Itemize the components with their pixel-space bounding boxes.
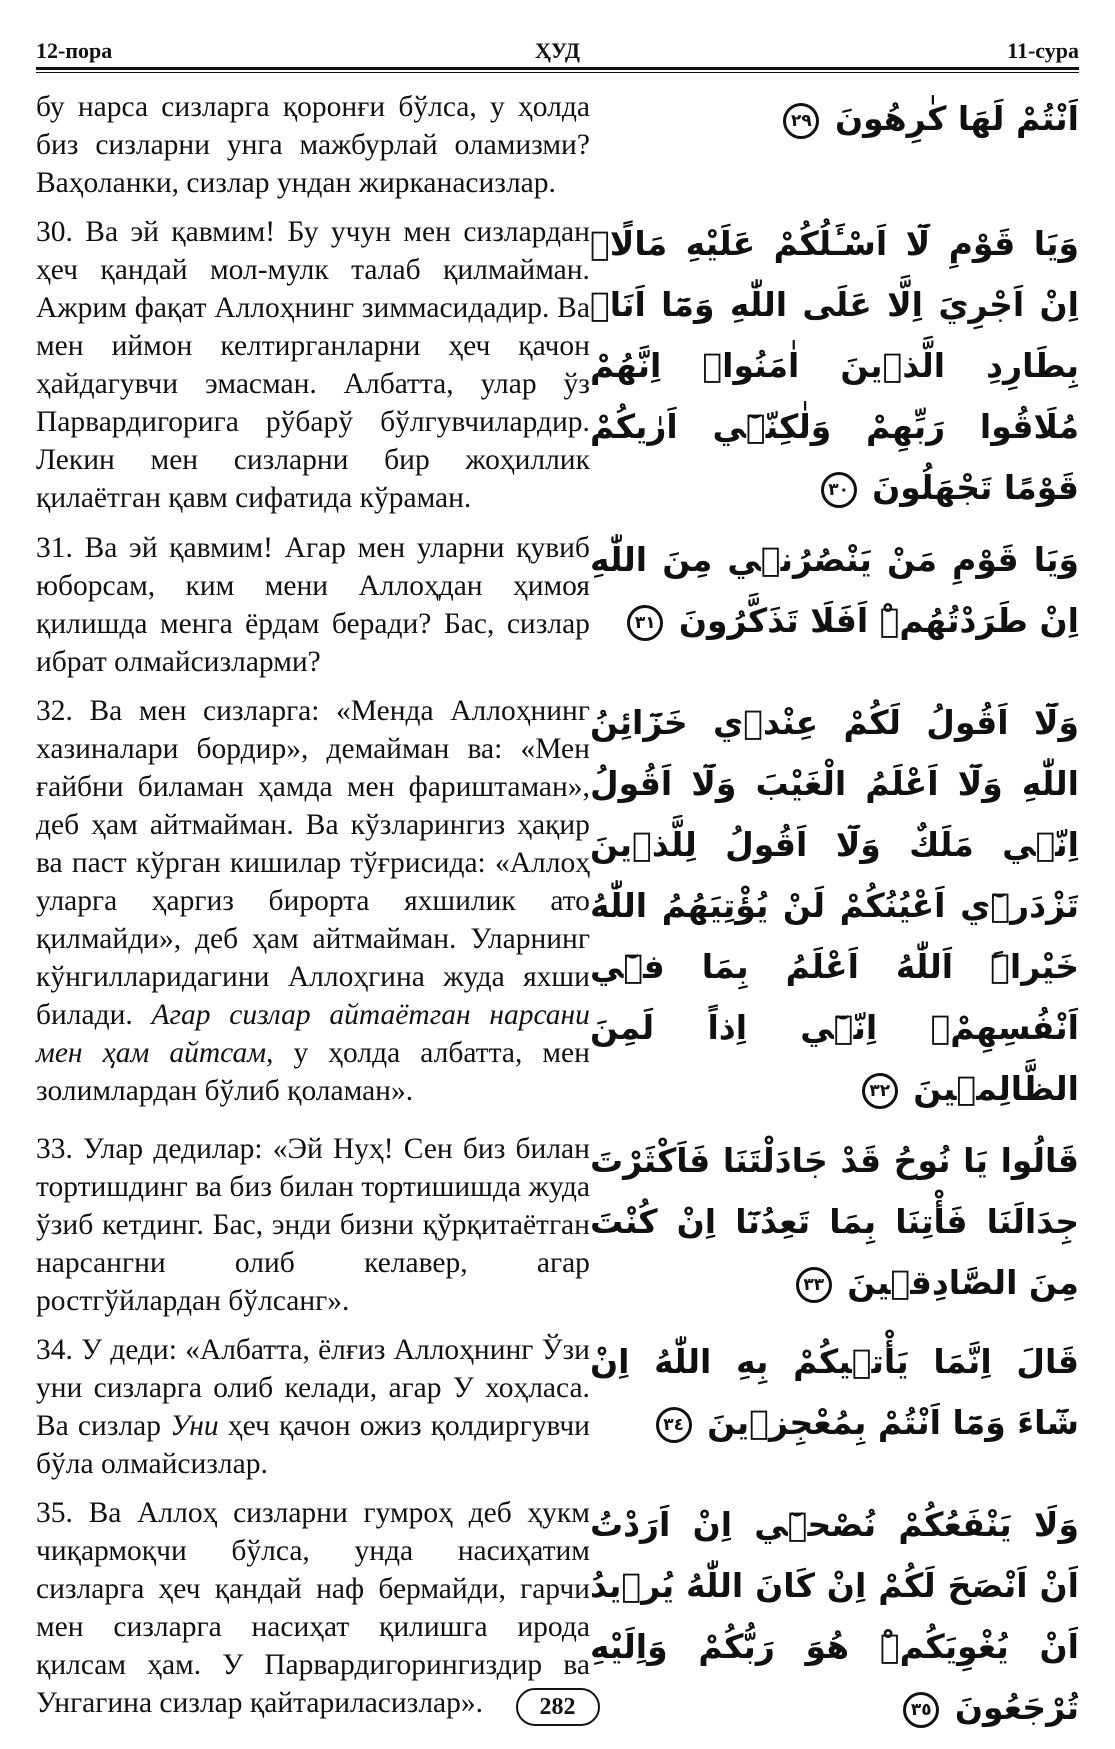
translation-text: 33. Улар дедилар: «Эй Нуҳ! Сен биз билан тортишдинг ва биз билан тортишишда жуда ўзиб кетдинг. Бас, энди бизни қўрқитаётган нарсангни олиб келавер, агар ростгўйлардан бўлсанг». bbox=[36, 1133, 590, 1317]
translation-text: 31. Ва эй қавмим! Агар мен уларни қувиб юборсам, ким мени Аллоҳдан ҳимоя қилишда менга ёрдам беради? Бас, сизлар ибрат олмайсизларми? bbox=[36, 532, 590, 678]
translation-italic: Агар сизлар айтаётган нарсани мен ҳам айтсам, bbox=[36, 999, 590, 1069]
arabic-text bbox=[590, 692, 1079, 1119]
verse-number-marker: ٣٥ bbox=[903, 1692, 939, 1728]
translation-text: бу нарса сизларга қоронғи бўлса, у ҳолда биз сизларни унга мажбурлай оламизми? Ваҳоланки, сизлар ундан жирканасизлар. bbox=[36, 91, 590, 199]
verse-block-34 bbox=[36, 1331, 1079, 1483]
arabic-verse: وَلَٓا اَقُولُ لَكُمْ عِنْد۪ي خَزَٓائِنُ اللّٰهِ وَلَٓا اَعْلَمُ الْغَيْبَ وَلَٓا اَقُولُ اِنّ۪ي مَلَكٌ وَلَٓا اَقُولُ لِلَّذ۪ينَ تَزْدَر۪ٓي اَعْيُنُكُمْ لَنْ يُؤْتِيَهُمُ اللّٰهُ خَيْراًۜ اَللّٰهُ اَعْلَمُ بِمَا ف۪ٓي اَنْفُسِهِمْۚ اِنّ۪ٓي اِذاً لَمِنَ الظَّالِم۪ينَ bbox=[589, 703, 1079, 1108]
page-content bbox=[36, 88, 1079, 1749]
translation-part: ҳеч қачон ожиз қолдиргувчи бўла олмайсизлар. bbox=[36, 1410, 590, 1480]
translation-text bbox=[36, 1331, 590, 1483]
translation-text: 35. Ва Аллоҳ сизларни гумроҳ деб ҳукм чиқармоқчи бўлса, унда насиҳатим сизларга ҳеч қандай наф бермайди, гарчи мен сизларга насиҳат қилишга ирода қилсам ҳам. У Парвардигорингиздир ва Унгагина сизлар қайтарилаcизлар». bbox=[36, 1497, 590, 1719]
arabic-text bbox=[590, 1331, 1079, 1453]
verse-number-marker: ٣٤ bbox=[656, 1407, 692, 1443]
verse-number-marker: ٣٢ bbox=[862, 1073, 898, 1109]
arabic-verse: قَالَ اِنَّمَا يَأْت۪يكُمْ بِهِ اللّٰهُ اِنْ شَٓاءَ وَمَٓا اَنْتُمْ بِمُعْجِز۪ينَ bbox=[589, 1342, 1079, 1442]
translation-part: у ҳолда албатта, мен золимлардан бўлиб қоламан». bbox=[36, 1037, 590, 1107]
surah-title: ҲУД bbox=[535, 38, 580, 63]
verse-block-32 bbox=[36, 692, 1079, 1119]
verse-block-33 bbox=[36, 1130, 1079, 1320]
arabic-text bbox=[590, 1130, 1079, 1313]
arabic-verse: وَيَا قَوْمِ مَنْ يَنْصُرُن۪ي مِنَ اللّٰهِ اِنْ طَرَدْتُهُمْۜ اَفَلَا تَذَكَّرُونَ bbox=[589, 540, 1079, 640]
arabic-verse: قَالُوا يَا نُوحُ قَدْ جَادَلْتَنَا فَاَكْثَرْتَ جِدَالَنَا فَأْتِنَا بِمَا تَعِدُنَٓا اِنْ كُنْتَ مِنَ الصَّادِق۪ينَ bbox=[589, 1141, 1079, 1302]
juz-label: 12-пора bbox=[36, 38, 113, 63]
page-footer bbox=[0, 1688, 1115, 1726]
arabic-text bbox=[590, 88, 1079, 149]
verse-number-marker: ٣١ bbox=[627, 605, 663, 641]
arabic-verse: اَنْتُمْ لَهَا كٰرِهُونَ bbox=[834, 99, 1079, 138]
page-header bbox=[36, 38, 1079, 68]
verse-block-30 bbox=[36, 213, 1079, 518]
translation-italic: Уни bbox=[170, 1410, 219, 1442]
verse-block-31 bbox=[36, 529, 1079, 681]
surah-number-label: 11-сура bbox=[1007, 38, 1079, 63]
page-number: 282 bbox=[516, 1688, 600, 1726]
verse-block-29 bbox=[36, 88, 1079, 202]
verse-number-marker: ٣٣ bbox=[796, 1267, 832, 1303]
translation-text: 30. Ва эй қавмим! Бу учун мен сизлардан ҳеч қандай мол-мулк талаб қилмайман. Ажрим фақат Аллоҳнинг зиммасидадир. Ва мен иймон келтирганларни ҳеч қачон ҳайдагувчи эмасман. Албатта, улар ўз Парвардигорига рўбарў бўлгувчилардир. Лекин мен сизларни бир жоҳиллик қилаётган қавм сифатида кўраман. bbox=[36, 216, 590, 514]
verse-number-marker: ٣٠ bbox=[821, 472, 857, 508]
arabic-verse: وَلَا يَنْفَعُكُمْ نُصْح۪ٓي اِنْ اَرَدْتُ اَنْ اَنْصَحَ لَكُمْ اِنْ كَانَ اللّٰهُ يُر۪يدُ اَنْ يُغْوِيَكُمْۜ هُوَ رَبُّكُمْ وَاِلَيْهِ تُرْجَعُونَ bbox=[589, 1505, 1079, 1727]
verse-number-marker: ٢٩ bbox=[783, 103, 819, 139]
translation-text bbox=[36, 692, 590, 1110]
arabic-text bbox=[590, 213, 1079, 518]
header-rule bbox=[36, 67, 1079, 70]
arabic-verse: وَيَا قَوْمِ لَٓا اَسْـَٔلُكُمْ عَلَيْهِ مَالًاۜ اِنْ اَجْرِيَ اِلَّا عَلَى اللّٰهِ وَمَٓا اَنَا۬ بِطَارِدِ الَّذ۪ينَ اٰمَنُواۜ اِنَّهُمْ مُلَاقُوا رَبِّهِمْ وَلٰكِنّ۪ٓي اَرٰيكُمْ قَوْمًا تَجْهَلُونَ bbox=[589, 224, 1079, 507]
translation-part: 32. Ва мен сизларга: «Менда Аллоҳнинг хазиналари бордир», демайман ва: «Мен ғайбни биламан ҳамда мен фариштаман», деб ҳам айтмайман. Ва кўзларингиз ҳақир ва паст кўрган кишилар тўғрисида: «Аллоҳ уларга ҳаргиз бирорта яхшилик ато қилмайди», деб ҳам айтмайман. Уларнинг кўнгилларидагини Аллоҳгина жуда яхши билади. bbox=[36, 695, 590, 1031]
header-rule-thin bbox=[36, 72, 1079, 73]
translation-part: 34. У деди: «Албатта, ёлғиз Аллоҳнинг Ўзи уни сизларга олиб келади, агар У хоҳласа. Ва сизлар bbox=[36, 1334, 590, 1442]
arabic-text bbox=[590, 529, 1079, 651]
